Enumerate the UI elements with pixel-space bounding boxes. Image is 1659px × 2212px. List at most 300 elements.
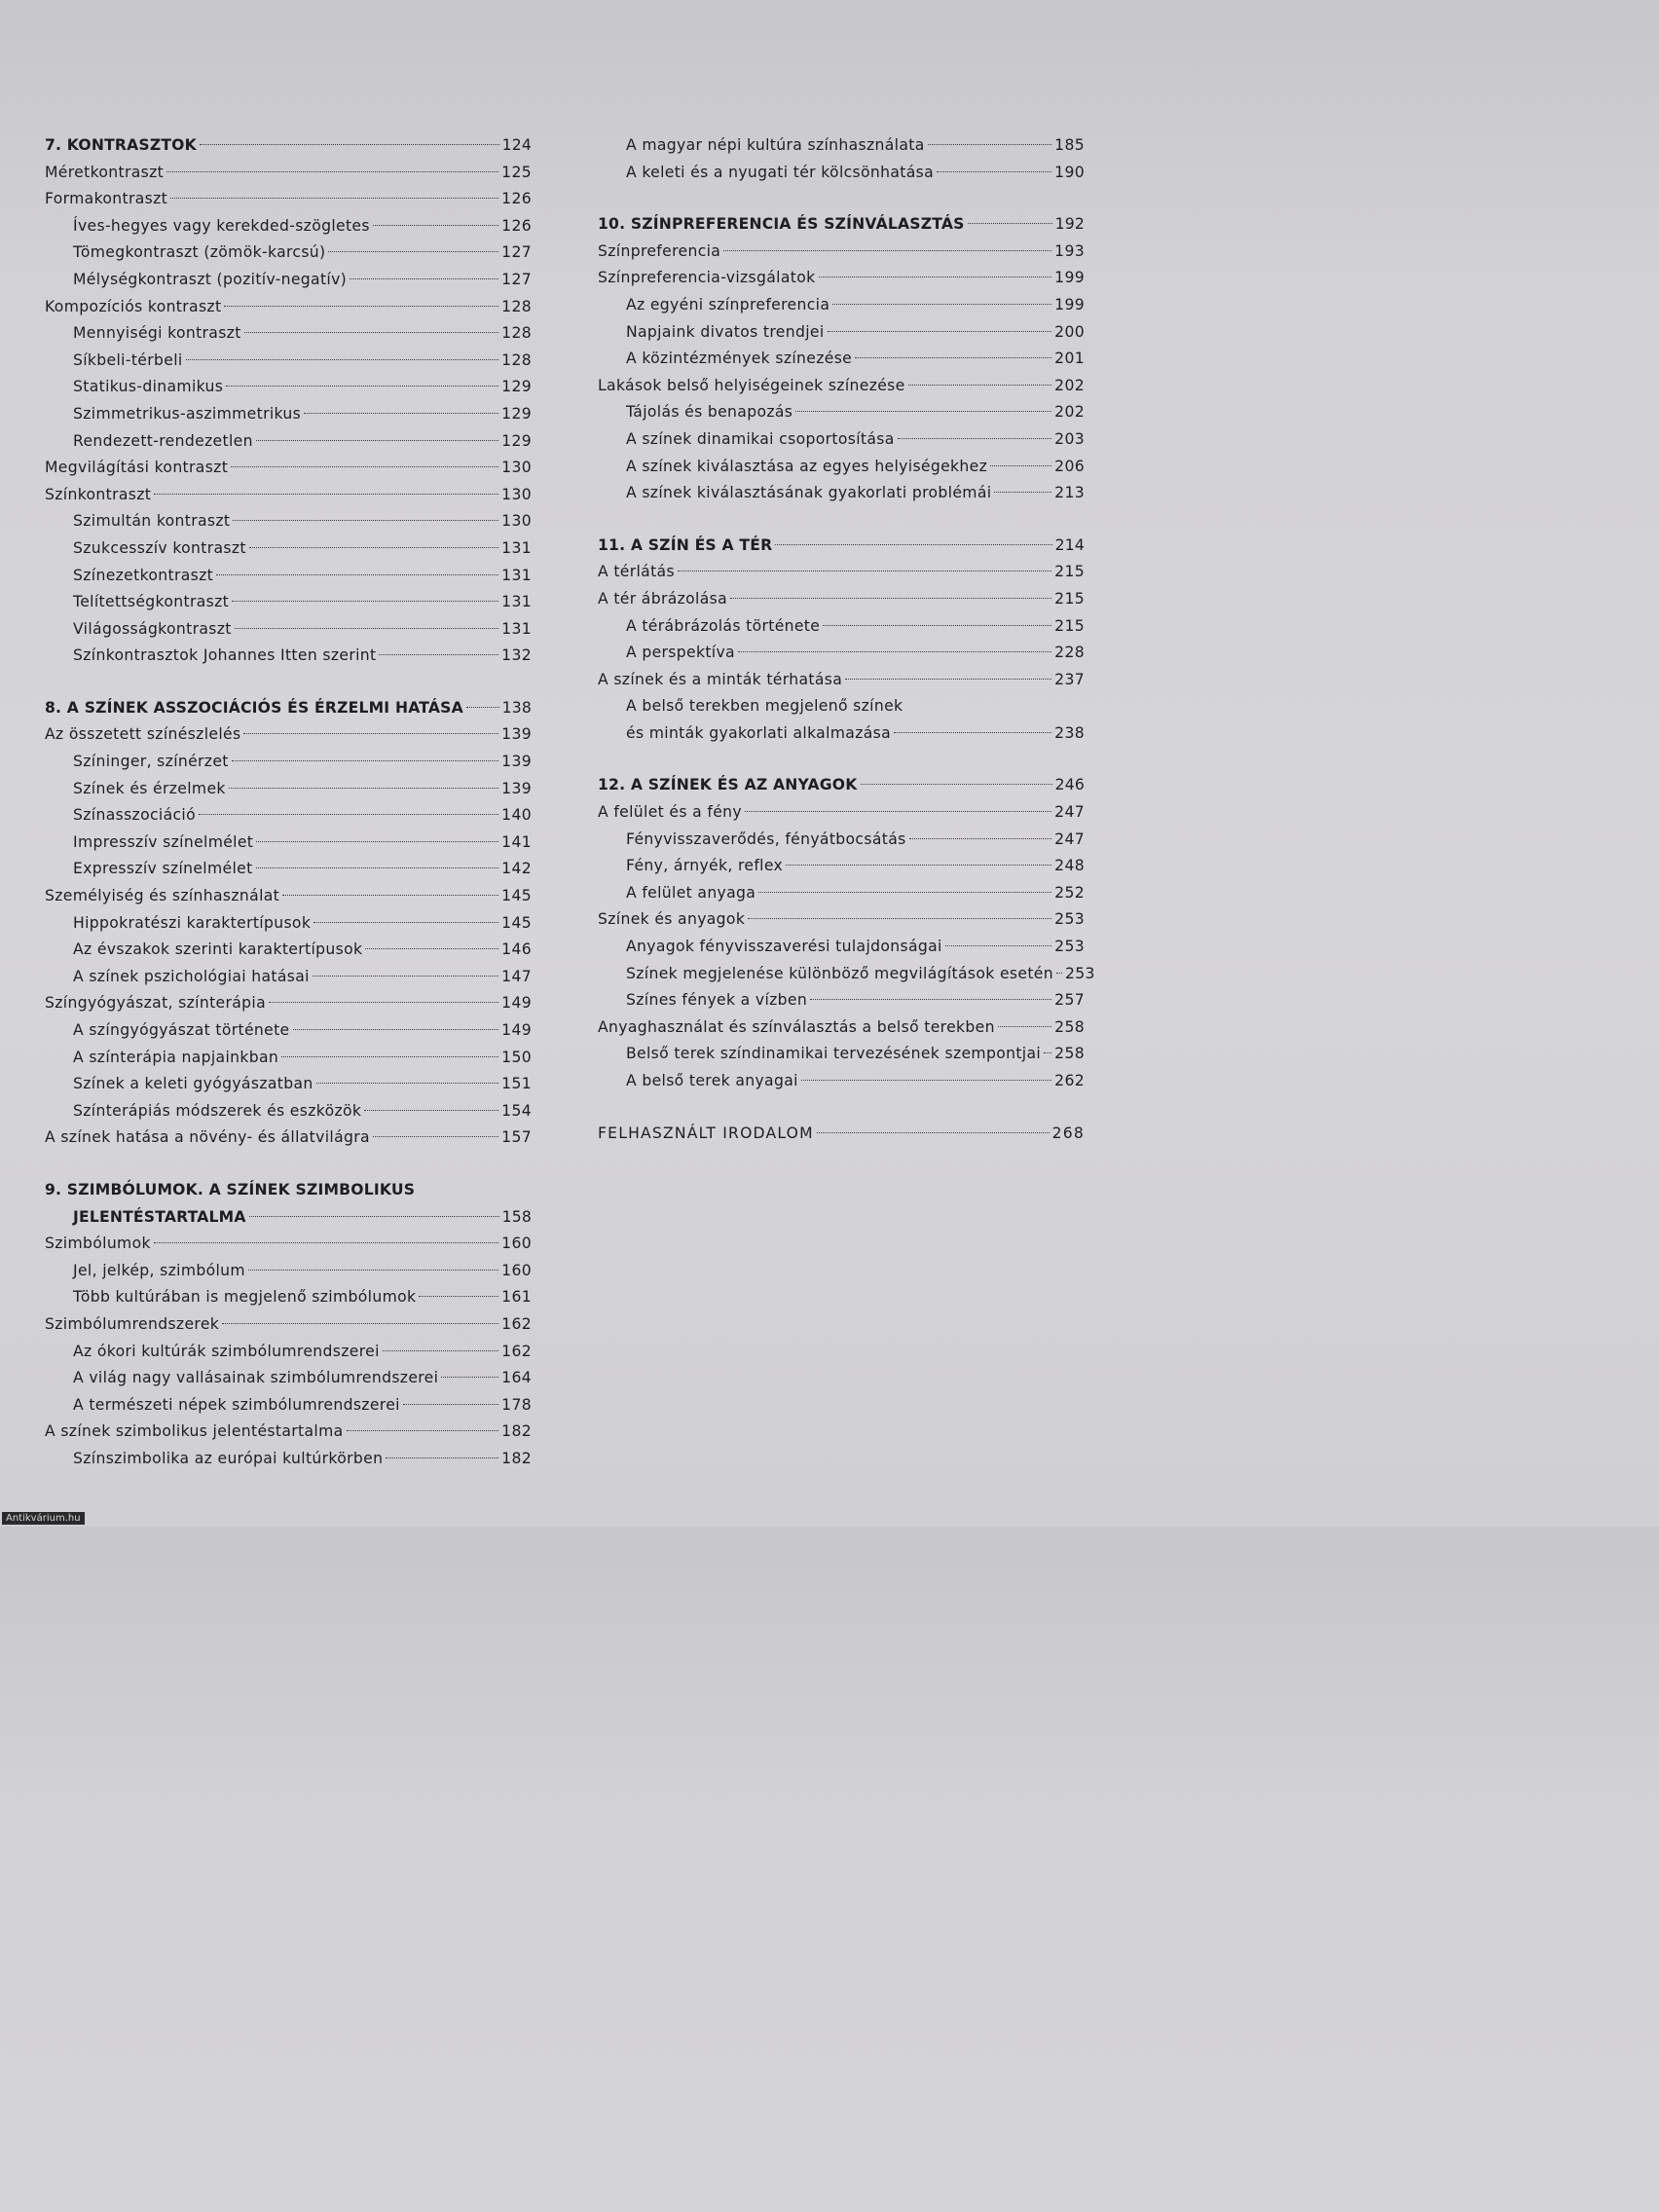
toc-entry-title: Színpreferencia-vizsgálatok	[598, 269, 816, 287]
dot-leader	[994, 492, 1051, 493]
toc-entry	[45, 1392, 532, 1419]
dot-leader	[199, 814, 498, 815]
toc-entry	[45, 749, 532, 776]
toc-page-number: 248	[1054, 857, 1085, 875]
dot-leader	[269, 1002, 498, 1003]
toc-entry	[598, 827, 1085, 854]
toc-entry-title: A világ nagy vallásainak szimbólumrendszerei	[73, 1369, 439, 1387]
toc-page-number: 215	[1054, 616, 1085, 635]
toc-entry-title: 8. A SZÍNEK ASSZOCIÁCIÓS ÉS ÉRZELMI HATÁSA	[45, 698, 463, 717]
dot-leader	[243, 733, 498, 734]
toc-entry-title: 11. A SZÍN ÉS A TÉR	[598, 535, 773, 554]
toc-entry	[598, 1041, 1085, 1068]
toc-page-number: 164	[501, 1369, 532, 1387]
toc-entry	[45, 830, 532, 857]
toc-entry-title: Színezetkontraszt	[73, 566, 214, 584]
toc-entry	[598, 961, 1095, 988]
toc-entry-title: Színasszociáció	[73, 806, 196, 825]
dot-leader	[894, 732, 1051, 733]
toc-entry-title: Mélységkontraszt (pozitív-negatív)	[73, 270, 348, 288]
toc-entry-title: Színterápiás módszerek és eszközök	[73, 1101, 362, 1120]
dot-leader	[347, 1430, 499, 1431]
toc-page-number: 128	[501, 350, 532, 369]
toc-page-number: 200	[1054, 322, 1085, 341]
toc-page-number: 182	[501, 1449, 532, 1467]
toc-entry	[45, 267, 532, 294]
dot-leader	[229, 788, 498, 789]
toc-entry-title: Impresszív színelmélet	[73, 832, 254, 851]
toc-entry-title: A színek és a minták térhatása	[598, 670, 843, 688]
toc-entry	[45, 455, 532, 482]
toc-entry	[45, 802, 532, 830]
site-watermark: Antikvárium.hu	[2, 1512, 85, 1525]
toc-entry	[598, 454, 1085, 481]
toc-entry-title: Szimultán kontraszt	[73, 512, 231, 531]
dot-leader	[313, 922, 498, 923]
toc-chapter-entry	[598, 772, 1085, 799]
toc-entry-title: Világosságkontraszt	[73, 619, 232, 638]
toc-page-number: 129	[501, 378, 532, 396]
toc-entry-title: Hippokratészi karaktertípusok	[73, 913, 312, 932]
dot-leader	[928, 144, 1052, 145]
toc-page-number: 149	[501, 1021, 532, 1039]
dot-leader	[281, 1056, 498, 1057]
toc-page-number: 139	[501, 779, 532, 797]
toc-entry	[45, 428, 532, 456]
toc-entry	[598, 319, 1085, 347]
dot-leader	[256, 841, 498, 842]
dot-leader	[1056, 973, 1062, 974]
dot-leader	[304, 413, 498, 414]
toc-page-number: 199	[1054, 269, 1085, 287]
dot-leader	[256, 867, 499, 868]
toc-chapter-entry	[45, 1204, 532, 1232]
dot-leader	[256, 440, 498, 441]
toc-entry	[45, 1071, 532, 1098]
toc-page-number: 253	[1054, 938, 1085, 956]
toc-entry-title: A színek hatása a növény- és állatvilágra	[45, 1128, 370, 1147]
toc-page-number: 160	[501, 1261, 532, 1279]
toc-page-number: 127	[501, 243, 532, 262]
toc-entry-title: A tér ábrázolása	[598, 589, 728, 608]
toc-chapter-entry	[45, 1177, 532, 1204]
toc-page-number: 129	[501, 431, 532, 450]
toc-page-number: 185	[1054, 136, 1085, 154]
toc-page-number: 262	[1054, 1072, 1085, 1089]
toc-entry-title: A térábrázolás története	[626, 616, 821, 635]
toc-entry-title: Tömegkontraszt (zömök-karcsú)	[73, 243, 326, 262]
toc-entry	[45, 1098, 532, 1125]
toc-entry	[45, 1258, 532, 1285]
toc-entry-title: Mennyiségi kontraszt	[73, 324, 241, 343]
toc-entry	[45, 1284, 532, 1311]
dot-leader	[855, 357, 1051, 358]
toc-entry	[45, 721, 532, 749]
toc-page-number: 192	[1054, 215, 1085, 234]
toc-entry-title: JELENTÉSTARTALMA	[73, 1207, 246, 1226]
toc-entry	[45, 535, 532, 563]
dot-leader	[170, 198, 498, 199]
toc-page-number: 247	[1054, 803, 1085, 822]
toc-page-number: 147	[501, 967, 532, 985]
toc-entry	[45, 910, 532, 938]
toc-entry	[45, 508, 532, 535]
dot-leader	[1044, 1052, 1051, 1053]
toc-entry	[45, 1419, 532, 1446]
toc-entry	[45, 374, 532, 401]
toc-page-number: 138	[501, 698, 532, 717]
dot-leader	[908, 385, 1052, 386]
toc-page-number: 130	[501, 459, 532, 477]
dot-leader	[200, 144, 499, 145]
toc-page-number: 258	[1054, 1017, 1085, 1036]
dot-leader	[166, 171, 498, 172]
toc-entry	[45, 1124, 532, 1152]
toc-page-number: 257	[1054, 991, 1085, 1010]
toc-entry	[598, 880, 1085, 907]
toc-page-number: 125	[501, 163, 532, 181]
toc-entry	[45, 160, 532, 187]
dot-leader	[249, 547, 498, 548]
toc-entry-title: Szimmetrikus-aszimmetrikus	[73, 404, 302, 423]
dot-leader	[817, 1132, 1050, 1133]
toc-right-column	[598, 132, 1095, 1147]
toc-page-number: 126	[501, 216, 532, 235]
toc-page-number: 252	[1054, 883, 1085, 902]
toc-page-number: 131	[501, 593, 532, 611]
dot-leader	[861, 784, 1052, 785]
dot-leader	[373, 1136, 498, 1137]
toc-page-number: 141	[501, 832, 532, 851]
dot-leader	[823, 625, 1051, 626]
toc-page-number: 127	[501, 270, 532, 288]
toc-entry	[45, 563, 532, 590]
toc-entry-title: Telítettségkontraszt	[73, 593, 230, 611]
toc-page-number: 139	[501, 753, 532, 771]
toc-entry-title: Tájolás és benapozás	[626, 403, 793, 422]
dot-leader	[222, 1323, 498, 1324]
toc-page-number: 213	[1054, 484, 1085, 502]
toc-entry	[598, 853, 1085, 880]
toc-entry-title: Statikus-dinamikus	[73, 378, 224, 396]
toc-page-number: 131	[501, 566, 532, 584]
toc-page-number: 151	[501, 1075, 532, 1093]
toc-entry	[45, 186, 532, 213]
dot-leader	[154, 1242, 498, 1243]
dot-leader	[350, 278, 498, 279]
toc-entry-title: A felület és a fény	[598, 803, 742, 822]
toc-entry-title: Színek és anyagok	[598, 910, 746, 929]
toc-page-number: 154	[501, 1101, 532, 1120]
dot-leader	[233, 520, 498, 521]
dot-leader	[795, 411, 1051, 412]
dot-leader	[723, 250, 1051, 251]
toc-entry-title: Szukcesszív kontraszt	[73, 538, 246, 557]
dot-leader	[293, 1029, 499, 1030]
toc-entry-title: Színek megjelenése különböző megvilágítások esetén	[626, 964, 1053, 982]
dot-leader	[224, 306, 498, 307]
toc-entry-title: Fény, árnyék, reflex	[626, 857, 784, 875]
toc-entry-title: Napjaink divatos trendjei	[626, 322, 825, 341]
toc-entry	[45, 1311, 532, 1339]
toc-entry	[598, 346, 1085, 373]
toc-entry	[598, 667, 1085, 694]
toc-entry	[598, 799, 1085, 827]
dot-leader	[373, 225, 498, 226]
toc-entry	[598, 399, 1085, 426]
toc-entry	[598, 613, 1085, 641]
toc-page-number: 202	[1054, 403, 1085, 422]
dot-leader	[216, 574, 498, 575]
toc-page-number: 201	[1054, 350, 1085, 368]
toc-entry	[45, 937, 532, 964]
toc-page-number: 203	[1054, 429, 1085, 448]
dot-leader	[786, 865, 1051, 866]
toc-page-number: 130	[501, 485, 532, 503]
toc-page-number: 161	[501, 1288, 532, 1307]
toc-page-number: 124	[501, 136, 532, 154]
toc-page-number: 131	[501, 538, 532, 557]
toc-entry	[45, 616, 532, 644]
toc-page-number: 190	[1054, 163, 1085, 181]
dot-leader	[990, 465, 1051, 466]
toc-entry	[45, 964, 532, 991]
toc-entry-title: Íves-hegyes vagy kerekded-szögletes	[73, 216, 370, 235]
toc-page-number: 214	[1054, 535, 1085, 554]
toc-chapter-entry	[598, 533, 1085, 560]
toc-page-number: 150	[501, 1048, 532, 1066]
toc-entry-title: A színterápia napjainkban	[73, 1048, 279, 1066]
toc-entry	[45, 776, 532, 803]
toc-entry	[45, 213, 532, 240]
dot-leader	[383, 1350, 498, 1351]
toc-page-number: 129	[501, 404, 532, 423]
dot-leader	[328, 251, 498, 252]
toc-page-number: 247	[1054, 830, 1085, 848]
toc-entry	[598, 265, 1085, 292]
toc-entry-title: Expresszív színelmélet	[73, 860, 253, 878]
toc-entry	[45, 856, 532, 883]
toc-page-number: 157	[501, 1128, 532, 1147]
toc-entry-title: Az ókori kultúrák szimbólumrendszerei	[73, 1342, 380, 1360]
toc-page-number: 238	[1054, 723, 1085, 742]
toc-entry-title: A felület anyaga	[626, 883, 756, 902]
toc-entry-title: Síkbeli-térbeli	[73, 350, 183, 369]
toc-entry	[598, 292, 1085, 319]
dot-leader	[738, 651, 1051, 652]
toc-entry-title: Fényvisszaverődés, fényátbocsátás	[626, 830, 906, 848]
toc-entry	[45, 1017, 532, 1045]
toc-entry-title: 7. KONTRASZTOK	[45, 136, 197, 154]
toc-page-number: 139	[501, 725, 532, 744]
toc-entry	[598, 480, 1085, 507]
toc-page-number: 158	[501, 1207, 532, 1226]
dot-leader	[968, 223, 1052, 224]
toc-page-number: 149	[501, 994, 532, 1013]
toc-entry-title: Színszimbolika az európai kultúrkörben	[73, 1449, 384, 1467]
toc-page-number: 145	[501, 887, 532, 905]
dot-leader	[232, 760, 498, 761]
toc-entry-title: A színgyógyászat története	[73, 1021, 290, 1039]
toc-entry-title: Anyaghasználat és színválasztás a belső terekben	[598, 1017, 995, 1036]
toc-page-number: 128	[501, 297, 532, 315]
toc-entry	[598, 160, 1085, 187]
toc-entry-title: Színinger, színérzet	[73, 753, 229, 771]
toc-entry-title: Színkontrasztok Johannes Itten szerint	[73, 646, 377, 665]
toc-entry-title: A belső terek anyagai	[626, 1072, 798, 1089]
dot-leader	[365, 948, 498, 949]
dot-leader	[249, 1216, 499, 1217]
toc-entry	[45, 294, 532, 321]
toc-entry	[598, 559, 1085, 586]
toc-entry-title: A színek szimbolikus jelentéstartalma	[45, 1422, 344, 1441]
toc-entry-title: Jel, jelkép, szimbólum	[73, 1261, 245, 1279]
toc-entry-title: Megvilágítási kontraszt	[45, 459, 229, 477]
dot-leader	[810, 999, 1051, 1000]
toc-entry-title: Színek és érzelmek	[73, 779, 226, 797]
dot-leader	[379, 654, 498, 655]
dot-leader	[231, 466, 498, 467]
toc-entry	[598, 1068, 1085, 1095]
dot-leader	[186, 359, 499, 360]
toc-entry-title: Színgyógyászat, színterápia	[45, 994, 266, 1013]
dot-leader	[313, 976, 498, 977]
dot-leader	[364, 1110, 498, 1111]
dot-leader	[898, 438, 1052, 439]
toc-entry	[45, 320, 532, 348]
toc-entry	[598, 693, 1085, 720]
toc-entry	[45, 240, 532, 267]
toc-entry-title: és minták gyakorlati alkalmazása	[626, 723, 892, 742]
toc-entry-title: Színek a keleti gyógyászatban	[73, 1075, 313, 1093]
dot-leader	[730, 598, 1051, 599]
dot-leader	[235, 628, 498, 629]
toc-entry-title: A színek pszichológiai hatásai	[73, 967, 310, 985]
toc-page-number: 268	[1051, 1124, 1085, 1142]
toc-entry	[598, 373, 1085, 400]
toc-entry	[45, 883, 532, 910]
toc-entry-title: 9. SZIMBÓLUMOK. A SZÍNEK SZIMBOLIKUS	[45, 1180, 416, 1198]
dot-leader	[828, 331, 1052, 332]
toc-entry	[598, 640, 1085, 667]
toc-entry	[598, 934, 1085, 961]
dot-leader	[758, 892, 1051, 893]
toc-page-number: 128	[501, 324, 532, 343]
toc-page-number: 146	[501, 940, 532, 959]
toc-entry	[45, 1339, 532, 1366]
toc-chapter-entry	[45, 132, 532, 160]
toc-entry	[598, 987, 1085, 1014]
toc-page-number: 182	[501, 1422, 532, 1441]
toc-entry-title: Lakások belső helyiségeinek színezése	[598, 376, 905, 394]
dot-leader	[419, 1296, 498, 1297]
toc-chapter-entry	[45, 695, 532, 722]
toc-entry-title: Rendezett-rendezetlen	[73, 431, 253, 450]
toc-entry-title: Belső terek színdinamikai tervezésének szempontjai	[626, 1045, 1042, 1063]
toc-entry-title: 10. SZÍNPREFERENCIA ÉS SZÍNVÁLASZTÁS	[598, 215, 965, 234]
dot-leader	[937, 171, 1051, 172]
toc-entry	[598, 720, 1085, 748]
toc-chapter-entry	[598, 211, 1085, 239]
toc-entry-title: Méretkontraszt	[45, 163, 165, 181]
toc-page-number: 131	[501, 619, 532, 638]
toc-page-number: 162	[501, 1314, 532, 1333]
toc-entry	[45, 1045, 532, 1072]
toc-page-number: 237	[1054, 670, 1085, 688]
toc-entry-title: A színek kiválasztásának gyakorlati problémái	[626, 484, 992, 502]
toc-entry-title: Kompozíciós kontraszt	[45, 297, 222, 315]
toc-entry-title: 12. A SZÍNEK ÉS AZ ANYAGOK	[598, 776, 858, 794]
dot-leader	[386, 1457, 498, 1458]
toc-page-number: 199	[1054, 295, 1085, 313]
toc-entry-title: Az évszakok szerinti karaktertípusok	[73, 940, 363, 959]
toc-page-number: 202	[1054, 376, 1085, 394]
dot-leader	[403, 1404, 498, 1405]
toc-page-number: 130	[501, 512, 532, 531]
toc-entry-title: A belső terekben megjelenő színek	[626, 697, 903, 716]
toc-page-number: 215	[1054, 589, 1085, 608]
toc-entry-title: A keleti és a nyugati tér kölcsönhatása	[626, 163, 935, 181]
toc-page-number: 132	[501, 646, 532, 665]
toc-entry	[45, 643, 532, 670]
toc-entry	[598, 1014, 1085, 1042]
toc-page-number: 160	[501, 1235, 532, 1253]
toc-page-number: 228	[1054, 644, 1085, 662]
dot-leader	[441, 1377, 498, 1378]
toc-entry-title: Az összetett színészlelés	[45, 725, 241, 744]
toc-entry-title: Több kultúrában is megjelenő szimbólumok	[73, 1288, 417, 1307]
toc-entry	[598, 906, 1085, 934]
toc-page-number: 142	[501, 860, 532, 878]
dot-leader	[232, 601, 498, 602]
dot-leader	[248, 1270, 498, 1271]
toc-page-number: 253	[1054, 910, 1085, 929]
toc-page-number: 193	[1054, 241, 1085, 260]
toc-page-number: 140	[501, 806, 532, 825]
dot-leader	[775, 544, 1051, 545]
toc-entry	[45, 1446, 532, 1473]
toc-page-number: 253	[1064, 964, 1095, 982]
toc-entry-title: A perspektíva	[626, 644, 735, 662]
toc-entry-title: Színkontraszt	[45, 485, 152, 503]
dot-leader	[244, 332, 498, 333]
toc-entry	[598, 426, 1085, 454]
dot-leader	[845, 679, 1051, 680]
toc-page-number: 145	[501, 913, 532, 932]
toc-entry-title: Színpreferencia	[598, 241, 721, 260]
toc-entry	[45, 482, 532, 509]
dot-leader	[745, 811, 1051, 812]
toc-entry-title: Szimbólumrendszerek	[45, 1314, 220, 1333]
toc-page-number: 215	[1054, 563, 1085, 581]
toc-page-number: 246	[1054, 776, 1085, 794]
toc-entry-title: Szimbólumok	[45, 1235, 151, 1253]
toc-entry	[598, 239, 1085, 266]
toc-entry-title: Formakontraszt	[45, 190, 168, 208]
dot-leader	[801, 1080, 1051, 1081]
toc-entry	[45, 589, 532, 616]
toc-entry	[598, 132, 1085, 160]
dot-leader	[154, 494, 498, 495]
dot-leader	[819, 276, 1052, 277]
toc-entry-title: A színek dinamikai csoportosítása	[626, 429, 895, 448]
dot-leader	[316, 1083, 499, 1084]
toc-page-number: 258	[1054, 1045, 1085, 1063]
dot-leader	[998, 1026, 1051, 1027]
dot-leader	[226, 386, 498, 387]
toc-entry	[45, 348, 532, 375]
toc-entry-title: Anyagok fényvisszaverési tulajdonságai	[626, 938, 942, 956]
